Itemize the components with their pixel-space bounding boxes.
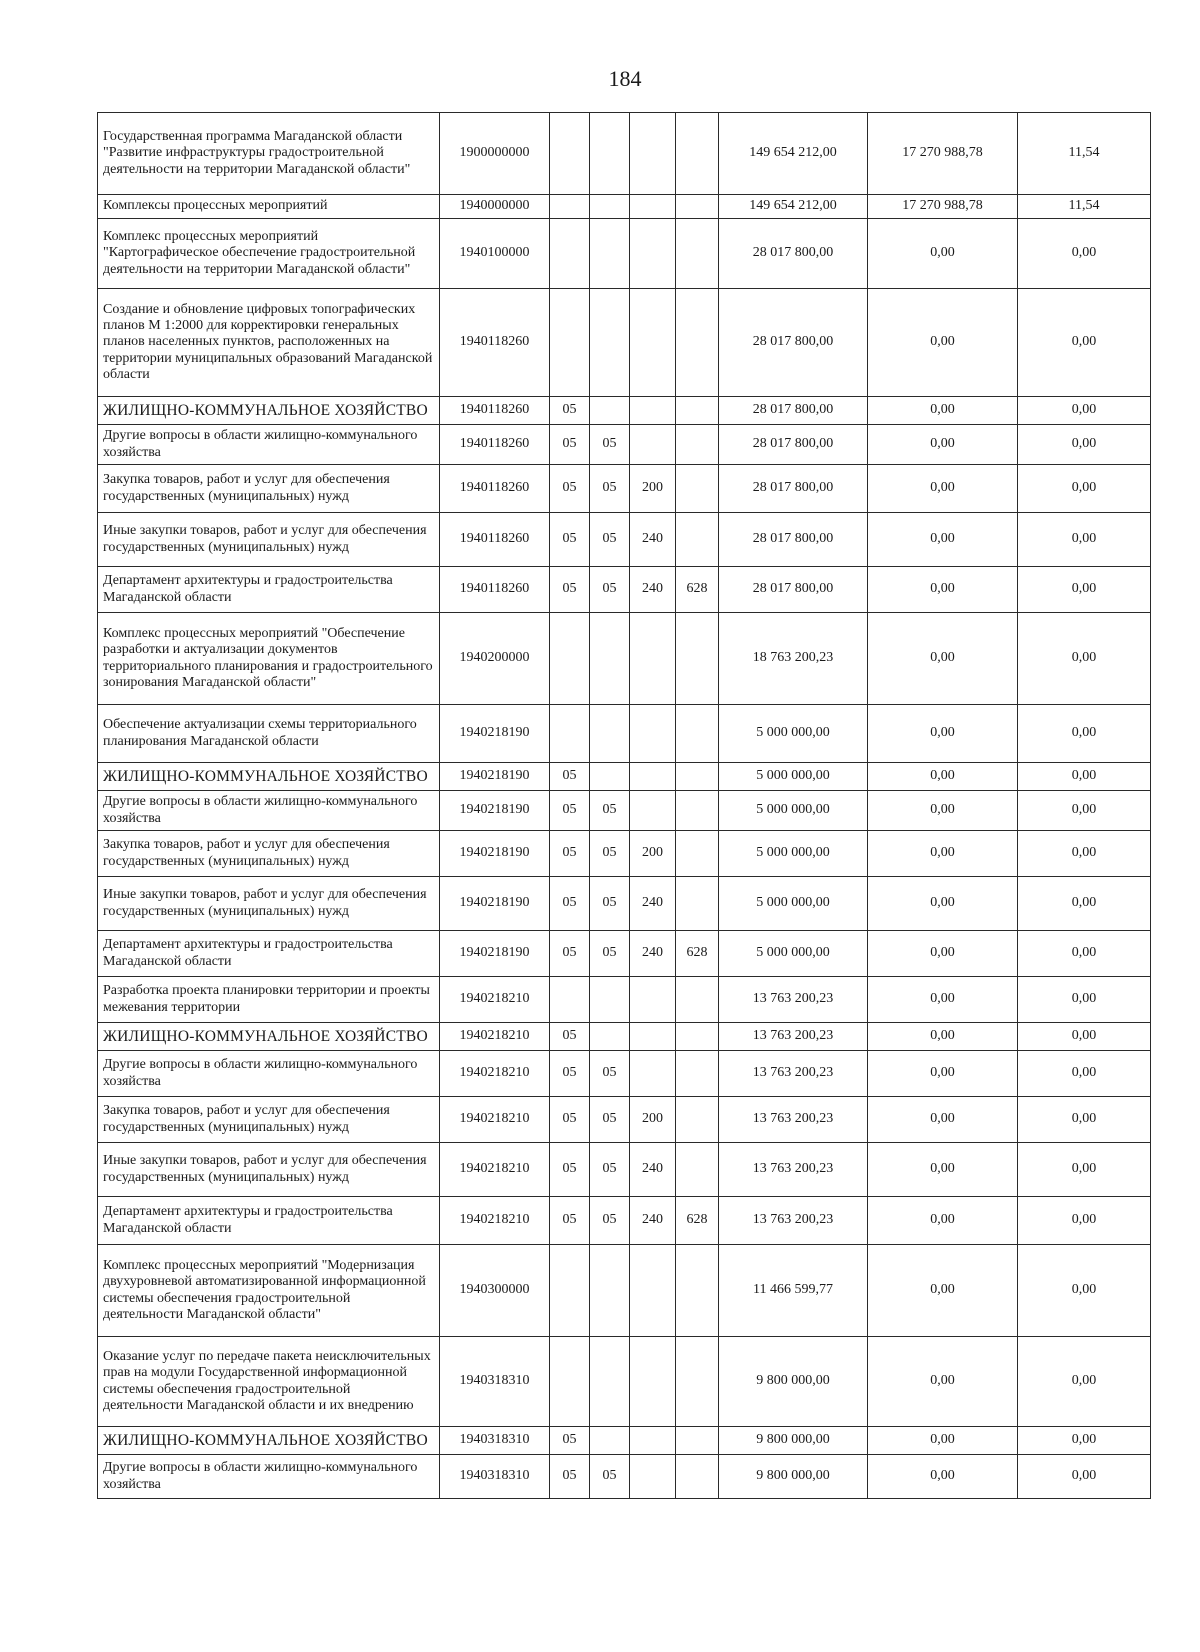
- row-vid: [630, 791, 676, 831]
- row-fact: 0,00: [868, 1337, 1018, 1427]
- table-row: [98, 1337, 1151, 1427]
- row-code: 1940118260: [440, 397, 550, 425]
- row-razdel: [550, 613, 590, 705]
- row-name: ЖИЛИЩНО-КОММУНАЛЬНОЕ ХОЗЯЙСТВО: [98, 397, 440, 425]
- row-plan: 28 017 800,00: [719, 289, 868, 397]
- row-podrazdel: 05: [590, 1143, 630, 1197]
- row-pct: 0,00: [1018, 567, 1151, 613]
- row-razdel: 05: [550, 397, 590, 425]
- row-ved: [676, 1245, 719, 1337]
- row-code: 1940218210: [440, 1097, 550, 1143]
- row-vid: 240: [630, 1197, 676, 1245]
- row-code: 1900000000: [440, 113, 550, 195]
- row-podrazdel: [590, 763, 630, 791]
- row-code: 1940300000: [440, 1245, 550, 1337]
- row-ved: [676, 1455, 719, 1499]
- row-vid: [630, 705, 676, 763]
- row-fact: 0,00: [868, 1097, 1018, 1143]
- row-name: Комплексы процессных мероприятий: [98, 195, 440, 219]
- row-podrazdel: 05: [590, 1455, 630, 1499]
- row-vid: [630, 1337, 676, 1427]
- row-pct: 0,00: [1018, 1245, 1151, 1337]
- row-code: 1940118260: [440, 425, 550, 465]
- row-plan: 11 466 599,77: [719, 1245, 868, 1337]
- row-code: 1940318310: [440, 1455, 550, 1499]
- row-ved: 628: [676, 567, 719, 613]
- row-podrazdel: 05: [590, 831, 630, 877]
- row-razdel: 05: [550, 831, 590, 877]
- row-plan: 149 654 212,00: [719, 113, 868, 195]
- row-ved: [676, 1097, 719, 1143]
- row-name: Департамент архитектуры и градостроительства Магаданской области: [98, 931, 440, 977]
- row-fact: 0,00: [868, 705, 1018, 763]
- row-razdel: [550, 705, 590, 763]
- row-name: Иные закупки товаров, работ и услуг для обеспечения государственных (муниципальных) нужд: [98, 877, 440, 931]
- row-plan: 5 000 000,00: [719, 791, 868, 831]
- row-razdel: 05: [550, 1427, 590, 1455]
- row-ved: [676, 763, 719, 791]
- row-name: Закупка товаров, работ и услуг для обеспечения государственных (муниципальных) нужд: [98, 831, 440, 877]
- row-podrazdel: [590, 1245, 630, 1337]
- row-fact: 0,00: [868, 1197, 1018, 1245]
- row-ved: [676, 397, 719, 425]
- row-ved: [676, 465, 719, 513]
- row-razdel: 05: [550, 791, 590, 831]
- row-fact: 0,00: [868, 877, 1018, 931]
- table-row: [98, 113, 1151, 195]
- row-name: ЖИЛИЩНО-КОММУНАЛЬНОЕ ХОЗЯЙСТВО: [98, 1023, 440, 1051]
- row-pct: 0,00: [1018, 289, 1151, 397]
- row-plan: 13 763 200,23: [719, 1097, 868, 1143]
- row-name: Оказание услуг по передаче пакета неисключительных прав на модули Государственной информационной системы обеспечения градостроительной деятельности Магаданской области и их внедрению: [98, 1337, 440, 1427]
- row-name: Иные закупки товаров, работ и услуг для обеспечения государственных (муниципальных) нужд: [98, 513, 440, 567]
- row-pct: 0,00: [1018, 877, 1151, 931]
- row-ved: [676, 791, 719, 831]
- row-razdel: [550, 1337, 590, 1427]
- row-fact: 17 270 988,78: [868, 195, 1018, 219]
- row-razdel: [550, 113, 590, 195]
- row-plan: 13 763 200,23: [719, 977, 868, 1023]
- row-plan: 28 017 800,00: [719, 425, 868, 465]
- row-razdel: [550, 977, 590, 1023]
- row-pct: 0,00: [1018, 465, 1151, 513]
- table-row: [98, 977, 1151, 1023]
- row-fact: 0,00: [868, 791, 1018, 831]
- row-pct: 0,00: [1018, 1455, 1151, 1499]
- row-podrazdel: 05: [590, 513, 630, 567]
- row-pct: 0,00: [1018, 1023, 1151, 1051]
- table-row: [98, 1023, 1151, 1051]
- row-podrazdel: 05: [590, 791, 630, 831]
- row-fact: 0,00: [868, 397, 1018, 425]
- row-code: 1940218210: [440, 1051, 550, 1097]
- budget-table: [97, 112, 1151, 1499]
- row-plan: 13 763 200,23: [719, 1197, 868, 1245]
- row-ved: [676, 425, 719, 465]
- row-vid: 240: [630, 567, 676, 613]
- row-fact: 0,00: [868, 1023, 1018, 1051]
- row-vid: [630, 613, 676, 705]
- row-razdel: 05: [550, 931, 590, 977]
- row-fact: 0,00: [868, 1051, 1018, 1097]
- row-vid: [630, 763, 676, 791]
- row-pct: 0,00: [1018, 1097, 1151, 1143]
- row-podrazdel: [590, 977, 630, 1023]
- row-name: Обеспечение актуализации схемы территориального планирования Магаданской области: [98, 705, 440, 763]
- table-row: [98, 705, 1151, 763]
- table-row: [98, 877, 1151, 931]
- row-podrazdel: 05: [590, 1197, 630, 1245]
- row-podrazdel: [590, 113, 630, 195]
- row-ved: [676, 289, 719, 397]
- row-plan: 28 017 800,00: [719, 567, 868, 613]
- row-name: Комплекс процессных мероприятий "Картографическое обеспечение градостроительной деятельности на территории Магаданской области": [98, 219, 440, 289]
- row-razdel: [550, 289, 590, 397]
- row-podrazdel: 05: [590, 931, 630, 977]
- row-fact: 0,00: [868, 289, 1018, 397]
- row-code: 1940118260: [440, 513, 550, 567]
- row-pct: 0,00: [1018, 613, 1151, 705]
- row-code: 1940218190: [440, 931, 550, 977]
- row-razdel: [550, 195, 590, 219]
- row-code: 1940118260: [440, 289, 550, 397]
- row-podrazdel: 05: [590, 425, 630, 465]
- row-fact: 0,00: [868, 513, 1018, 567]
- row-name: ЖИЛИЩНО-КОММУНАЛЬНОЕ ХОЗЯЙСТВО: [98, 763, 440, 791]
- row-vid: 200: [630, 465, 676, 513]
- row-fact: 17 270 988,78: [868, 113, 1018, 195]
- table-body: [98, 113, 1151, 1499]
- row-name: Закупка товаров, работ и услуг для обеспечения государственных (муниципальных) нужд: [98, 465, 440, 513]
- row-razdel: 05: [550, 1197, 590, 1245]
- row-vid: [630, 1455, 676, 1499]
- row-name: Разработка проекта планировки территории и проекты межевания территории: [98, 977, 440, 1023]
- row-podrazdel: 05: [590, 1051, 630, 1097]
- table-row: [98, 195, 1151, 219]
- row-razdel: 05: [550, 465, 590, 513]
- row-code: 1940218210: [440, 977, 550, 1023]
- row-name: Закупка товаров, работ и услуг для обеспечения государственных (муниципальных) нужд: [98, 1097, 440, 1143]
- row-plan: 18 763 200,23: [719, 613, 868, 705]
- row-code: 1940318310: [440, 1337, 550, 1427]
- row-pct: 0,00: [1018, 831, 1151, 877]
- row-ved: [676, 705, 719, 763]
- row-plan: 28 017 800,00: [719, 397, 868, 425]
- row-plan: 9 800 000,00: [719, 1337, 868, 1427]
- row-ved: [676, 1143, 719, 1197]
- row-code: 1940218190: [440, 831, 550, 877]
- row-name: Департамент архитектуры и градостроительства Магаданской области: [98, 1197, 440, 1245]
- row-fact: 0,00: [868, 567, 1018, 613]
- row-name: Департамент архитектуры и градостроительства Магаданской области: [98, 567, 440, 613]
- row-fact: 0,00: [868, 1427, 1018, 1455]
- row-ved: [676, 613, 719, 705]
- table-row: [98, 931, 1151, 977]
- row-plan: 5 000 000,00: [719, 831, 868, 877]
- row-razdel: 05: [550, 567, 590, 613]
- row-name: Другие вопросы в области жилищно-коммунального хозяйства: [98, 425, 440, 465]
- table-row: [98, 1197, 1151, 1245]
- row-vid: [630, 397, 676, 425]
- row-plan: 149 654 212,00: [719, 195, 868, 219]
- row-vid: 240: [630, 931, 676, 977]
- row-pct: 0,00: [1018, 1337, 1151, 1427]
- row-ved: 628: [676, 1197, 719, 1245]
- row-plan: 5 000 000,00: [719, 763, 868, 791]
- row-vid: 240: [630, 1143, 676, 1197]
- row-razdel: 05: [550, 877, 590, 931]
- row-razdel: 05: [550, 1455, 590, 1499]
- row-vid: [630, 425, 676, 465]
- row-razdel: 05: [550, 513, 590, 567]
- row-ved: [676, 219, 719, 289]
- row-code: 1940200000: [440, 613, 550, 705]
- table-row: [98, 1455, 1151, 1499]
- row-vid: 200: [630, 1097, 676, 1143]
- row-razdel: [550, 219, 590, 289]
- row-pct: 0,00: [1018, 1051, 1151, 1097]
- table-row: [98, 397, 1151, 425]
- row-podrazdel: [590, 705, 630, 763]
- table-row: [98, 1097, 1151, 1143]
- table-row: [98, 613, 1151, 705]
- row-name: Иные закупки товаров, работ и услуг для обеспечения государственных (муниципальных) нужд: [98, 1143, 440, 1197]
- row-code: 1940118260: [440, 567, 550, 613]
- row-code: 1940218190: [440, 705, 550, 763]
- row-razdel: 05: [550, 425, 590, 465]
- row-fact: 0,00: [868, 465, 1018, 513]
- row-fact: 0,00: [868, 1245, 1018, 1337]
- table-row: [98, 219, 1151, 289]
- row-ved: [676, 113, 719, 195]
- row-razdel: 05: [550, 1051, 590, 1097]
- row-fact: 0,00: [868, 1455, 1018, 1499]
- row-ved: [676, 831, 719, 877]
- row-pct: 0,00: [1018, 1143, 1151, 1197]
- row-code: 1940218190: [440, 763, 550, 791]
- row-name: Другие вопросы в области жилищно-коммунального хозяйства: [98, 791, 440, 831]
- row-vid: 240: [630, 513, 676, 567]
- row-ved: [676, 977, 719, 1023]
- row-ved: [676, 877, 719, 931]
- row-pct: 0,00: [1018, 1197, 1151, 1245]
- table-row: [98, 513, 1151, 567]
- row-pct: 11,54: [1018, 113, 1151, 195]
- row-plan: 13 763 200,23: [719, 1023, 868, 1051]
- row-ved: 628: [676, 931, 719, 977]
- row-vid: [630, 113, 676, 195]
- table-row: [98, 1245, 1151, 1337]
- row-code: 1940218210: [440, 1197, 550, 1245]
- row-fact: 0,00: [868, 613, 1018, 705]
- row-pct: 0,00: [1018, 425, 1151, 465]
- row-code: 1940218190: [440, 877, 550, 931]
- row-razdel: 05: [550, 1023, 590, 1051]
- row-ved: [676, 513, 719, 567]
- row-vid: [630, 289, 676, 397]
- row-podrazdel: 05: [590, 1097, 630, 1143]
- row-pct: 11,54: [1018, 195, 1151, 219]
- row-plan: 9 800 000,00: [719, 1427, 868, 1455]
- row-podrazdel: 05: [590, 877, 630, 931]
- table-row: [98, 567, 1151, 613]
- row-razdel: 05: [550, 1097, 590, 1143]
- table-row: [98, 791, 1151, 831]
- row-ved: [676, 1337, 719, 1427]
- table-row: [98, 763, 1151, 791]
- row-vid: [630, 977, 676, 1023]
- row-plan: 5 000 000,00: [719, 877, 868, 931]
- row-vid: 200: [630, 831, 676, 877]
- row-name: Государственная программа Магаданской области "Развитие инфраструктуры градостроительной деятельности на территории Магаданской области": [98, 113, 440, 195]
- row-name: Другие вопросы в области жилищно-коммунального хозяйства: [98, 1051, 440, 1097]
- row-fact: 0,00: [868, 219, 1018, 289]
- row-code: 1940218190: [440, 791, 550, 831]
- row-vid: [630, 219, 676, 289]
- row-fact: 0,00: [868, 977, 1018, 1023]
- row-vid: 240: [630, 877, 676, 931]
- row-name: ЖИЛИЩНО-КОММУНАЛЬНОЕ ХОЗЯЙСТВО: [98, 1427, 440, 1455]
- row-podrazdel: [590, 397, 630, 425]
- table-row: [98, 425, 1151, 465]
- row-podrazdel: [590, 219, 630, 289]
- row-plan: 9 800 000,00: [719, 1455, 868, 1499]
- row-podrazdel: [590, 1337, 630, 1427]
- row-razdel: 05: [550, 763, 590, 791]
- row-plan: 5 000 000,00: [719, 705, 868, 763]
- row-plan: 13 763 200,23: [719, 1143, 868, 1197]
- row-podrazdel: [590, 613, 630, 705]
- row-plan: 28 017 800,00: [719, 465, 868, 513]
- row-pct: 0,00: [1018, 397, 1151, 425]
- row-ved: [676, 1051, 719, 1097]
- table-row: [98, 1427, 1151, 1455]
- row-fact: 0,00: [868, 425, 1018, 465]
- row-ved: [676, 195, 719, 219]
- row-ved: [676, 1427, 719, 1455]
- row-code: 1940000000: [440, 195, 550, 219]
- row-fact: 0,00: [868, 1143, 1018, 1197]
- row-pct: 0,00: [1018, 219, 1151, 289]
- row-podrazdel: [590, 195, 630, 219]
- row-name: Создание и обновление цифровых топографических планов М 1:2000 для корректировки генеральных планов населенных пунктов, расположенных на территории муниципальных образований Магаданской области: [98, 289, 440, 397]
- row-fact: 0,00: [868, 931, 1018, 977]
- row-podrazdel: [590, 1023, 630, 1051]
- table-row: [98, 1143, 1151, 1197]
- row-name: Другие вопросы в области жилищно-коммунального хозяйства: [98, 1455, 440, 1499]
- row-vid: [630, 1023, 676, 1051]
- row-razdel: [550, 1245, 590, 1337]
- row-plan: 5 000 000,00: [719, 931, 868, 977]
- row-pct: 0,00: [1018, 1427, 1151, 1455]
- row-razdel: 05: [550, 1143, 590, 1197]
- row-pct: 0,00: [1018, 513, 1151, 567]
- row-vid: [630, 1245, 676, 1337]
- row-podrazdel: 05: [590, 567, 630, 613]
- row-podrazdel: [590, 1427, 630, 1455]
- table-row: [98, 831, 1151, 877]
- row-fact: 0,00: [868, 831, 1018, 877]
- row-plan: 13 763 200,23: [719, 1051, 868, 1097]
- row-code: 1940218210: [440, 1143, 550, 1197]
- table-row: [98, 1051, 1151, 1097]
- row-pct: 0,00: [1018, 931, 1151, 977]
- row-pct: 0,00: [1018, 763, 1151, 791]
- row-name: Комплекс процессных мероприятий "Модернизация двухуровневой автоматизированной информационной системы обеспечения градостроительной деятельности Магаданской области": [98, 1245, 440, 1337]
- page-number: 184: [608, 66, 642, 91]
- row-code: 1940318310: [440, 1427, 550, 1455]
- row-ved: [676, 1023, 719, 1051]
- row-code: 1940218210: [440, 1023, 550, 1051]
- row-vid: [630, 1051, 676, 1097]
- row-vid: [630, 195, 676, 219]
- row-pct: 0,00: [1018, 705, 1151, 763]
- row-plan: 28 017 800,00: [719, 219, 868, 289]
- table-row: [98, 465, 1151, 513]
- row-fact: 0,00: [868, 763, 1018, 791]
- row-code: 1940118260: [440, 465, 550, 513]
- row-podrazdel: 05: [590, 465, 630, 513]
- row-podrazdel: [590, 289, 630, 397]
- row-pct: 0,00: [1018, 977, 1151, 1023]
- row-code: 1940100000: [440, 219, 550, 289]
- row-name: Комплекс процессных мероприятий "Обеспечение разработки и актуализации документов территориального планирования и градостроительного зонирования Магаданской области": [98, 613, 440, 705]
- row-pct: 0,00: [1018, 791, 1151, 831]
- row-plan: 28 017 800,00: [719, 513, 868, 567]
- row-vid: [630, 1427, 676, 1455]
- table-row: [98, 289, 1151, 397]
